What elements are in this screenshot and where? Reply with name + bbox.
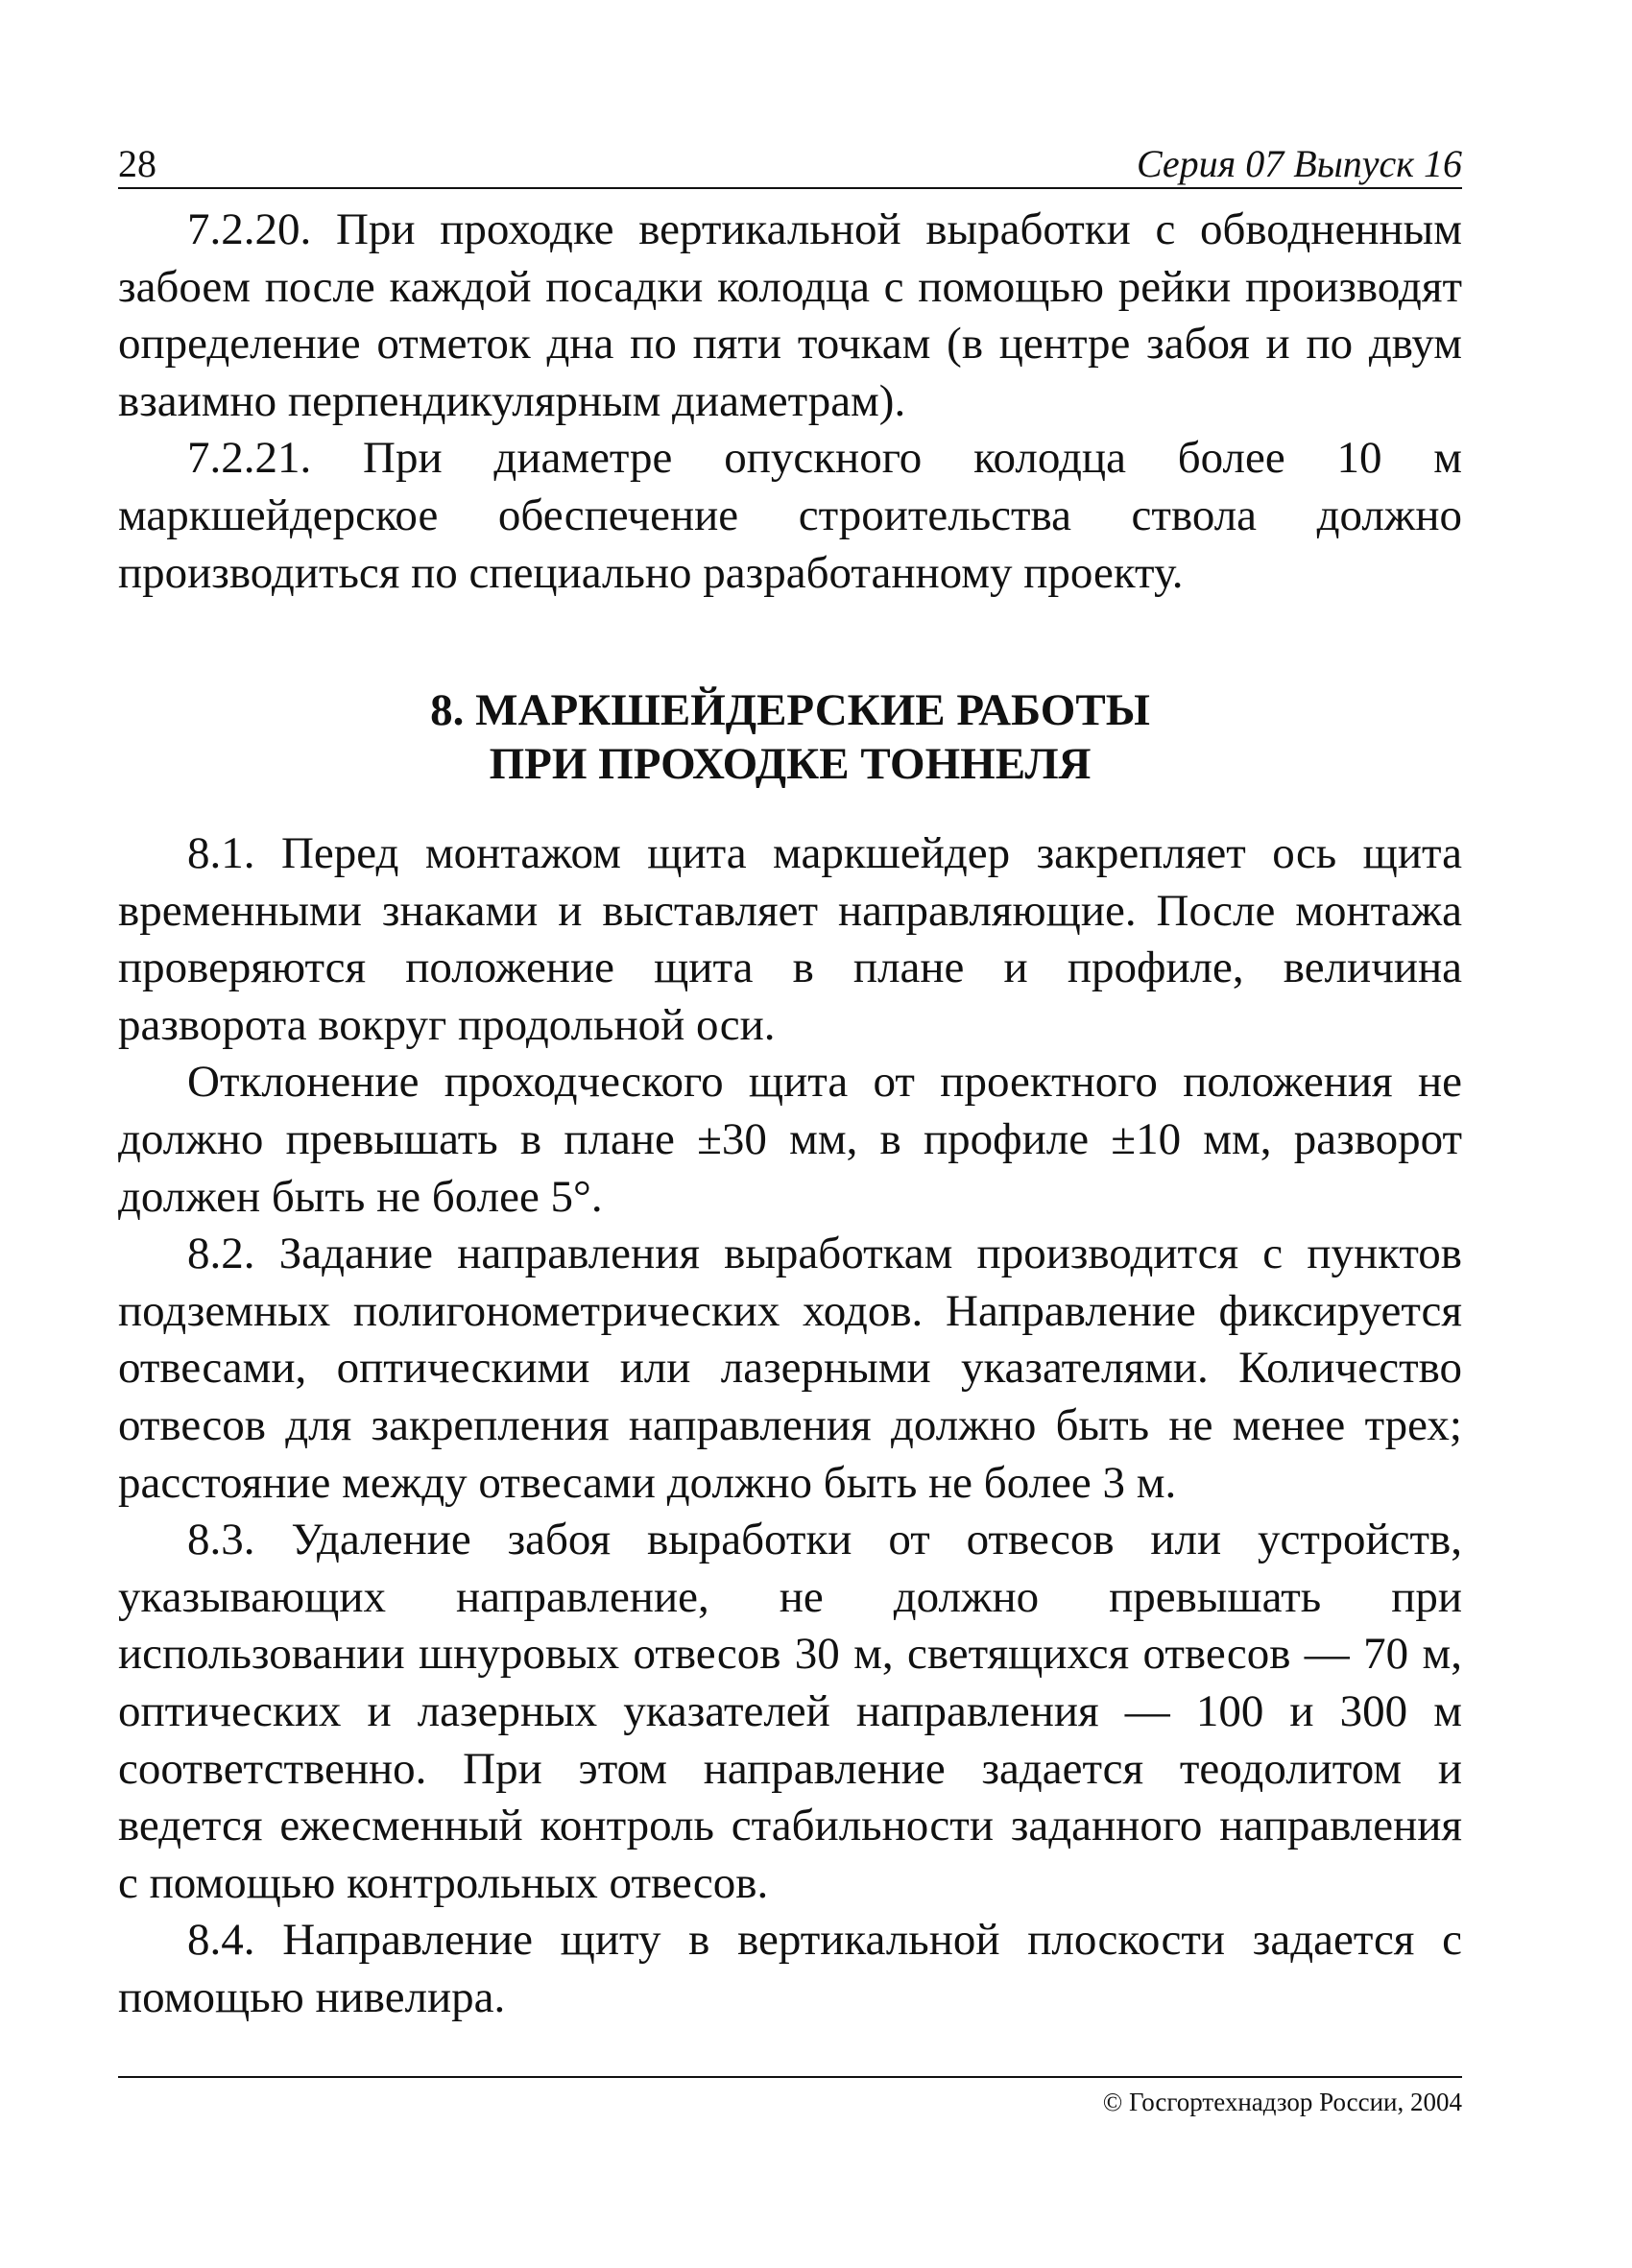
paragraph-8-4: 8.4. Направление щиту в вертикальной плоскости задается с помощью нивелира. [118, 1915, 1462, 2022]
section-title-line2: ПРИ ПРОХОДКЕ ТОННЕЛЯ [489, 739, 1092, 789]
paragraph-7-2-21: 7.2.21. При диаметре опускного колодца более 10 м маркшейдерское обеспечение строительства ствола должно производиться по специально разработанному проекту. [118, 433, 1462, 598]
paragraph-deviation: Отклонение проходческого щита от проектного положения не должно превышать в плане ±30 мм, в профиле ±10 мм, разворот должен быть не более 5°. [118, 1057, 1462, 1222]
paragraph-8-3: 8.3. Удаление забоя выработки от отвесов или устройств, указывающих направление, не должно превышать при использовании шнуровых отвесов 30 м, светящихся отвесов — 70 м, оптических и лазерных указателей направления — 100 и 300 м соответственно. При этом направление задается теодолитом и ведется ежесменный контроль стабильности заданного направления с помощью контрольных отвесов. [118, 1515, 1462, 1908]
paragraph-7-2-20: 7.2.20. При проходке вертикальной выработки с обводненным забоем после каждой посадки колодца с помощью рейки производят определение отметок дна по пяти точкам (в центре забоя и по двум взаимно перпендикулярным диаметрам). [118, 204, 1462, 426]
paragraph-8-1: 8.1. Перед монтажом щита маркшейдер закрепляет ось щита временными знаками и выставляет направляющие. После монтажа проверяются положение щита в плане и профиле, величина разворота вокруг продольной оси. [118, 828, 1462, 1050]
series-title: Серия 07 Выпуск 16 [1136, 142, 1462, 185]
page-header [118, 139, 1462, 189]
page-number: 28 [118, 142, 156, 185]
document-page [118, 0, 1462, 2268]
paragraph-8-2: 8.2. Задание направления выработкам производится с пунктов подземных полигонометрических ходов. Направление фиксируется отвесами, оптическими или лазерными указателями. Количество отвесов для закрепления направления должно быть не менее трех; расстояние между отвесами должно быть не более 3 м. [118, 1229, 1462, 1508]
section-title-line1: 8. МАРКШЕЙДЕРСКИЕ РАБОТЫ [430, 685, 1150, 735]
paragraphs-section [118, 825, 1462, 2026]
section-title [118, 683, 1462, 791]
paragraphs-top [118, 202, 1462, 602]
copyright-notice: © Госгортехнадзор России, 2004 [1102, 2088, 1462, 2116]
page-footer [118, 2076, 1462, 2116]
